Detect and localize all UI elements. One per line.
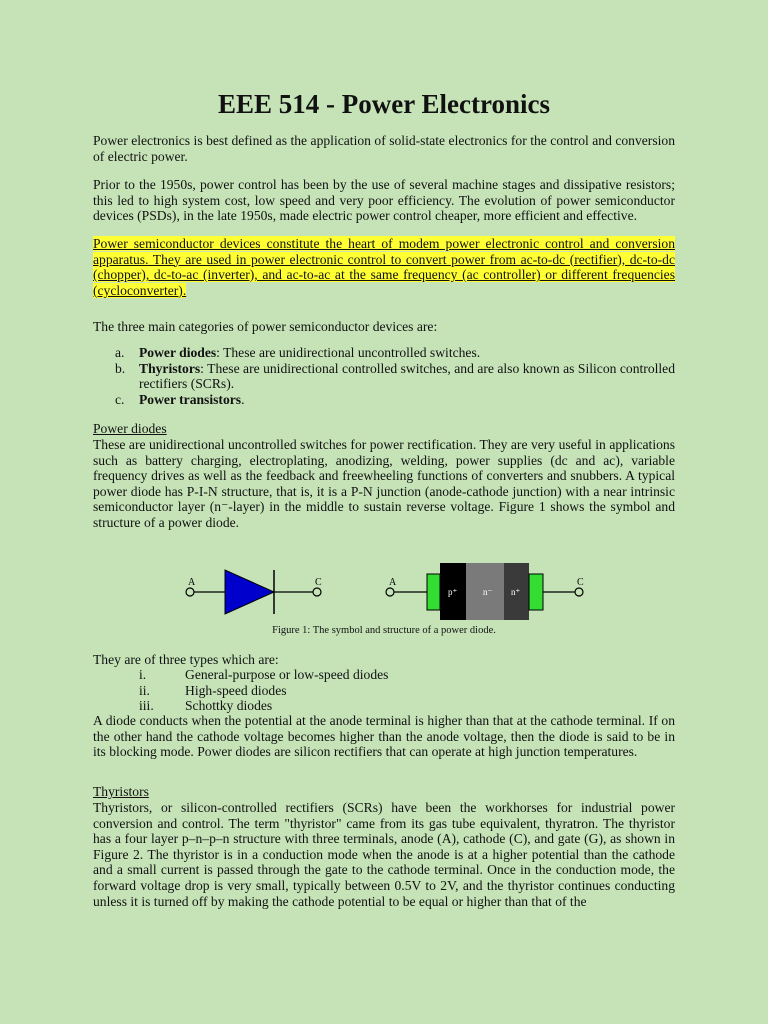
diode-conduction-paragraph: A diode conducts when the potential at the anode terminal is higher than that at the cathode terminal. If on the other hand the cathode voltage becomes higher than the anode voltage, then the diode is said to be in its blocking mode. Power diodes are silicon rectifiers that can operate at high junction temperatures. <box>93 713 675 760</box>
list-item <box>93 667 675 683</box>
list-marker: a. <box>115 345 125 360</box>
section-heading-thyristors <box>93 784 675 800</box>
type-text: High-speed diodes <box>185 682 287 698</box>
figure-caption: Figure 1: The symbol and structure of a power diode. <box>272 625 496 636</box>
p-plus-label: p⁺ <box>448 587 458 597</box>
type-text: Schottky diodes <box>185 698 273 714</box>
n-plus-label: n⁺ <box>511 587 521 597</box>
categories-intro: The three main categories of power semiconductor devices are: <box>93 319 438 334</box>
figure-1 <box>93 560 675 620</box>
category-term: Thyristors <box>139 360 201 376</box>
diode-figure-svg <box>93 560 675 620</box>
list-marker: b. <box>115 360 126 376</box>
symbol-cathode-label: C <box>315 577 322 588</box>
cathode-terminal <box>313 588 321 596</box>
anode-contact <box>427 574 440 610</box>
heading-text: Thyristors <box>93 784 149 799</box>
list-item <box>93 345 675 361</box>
list-item <box>93 683 675 699</box>
struct-anode-terminal <box>386 588 394 596</box>
category-text: . <box>241 391 245 407</box>
list-item <box>93 361 675 392</box>
list-marker: iii. <box>139 698 154 714</box>
diode-symbol <box>186 570 322 614</box>
diode-structure <box>386 563 584 620</box>
category-term: Power diodes <box>139 345 217 360</box>
list-marker: i. <box>139 667 147 682</box>
highlight-text: Power semiconductor devices constitute the heart of modem power electronic control and conversion apparatus. They are used in power electronic control to convert power from ac-to-dc (rectifier), dc-to-dc (chopper), dc-to-ac (inverter), and ac-to-ac at the same frequency (ac controller) or different frequencies (cycloconverter). <box>93 236 675 298</box>
list-marker: c. <box>115 391 125 407</box>
category-term: Power transistors <box>139 391 242 407</box>
n-minus-label: n⁻ <box>483 587 493 597</box>
intro-paragraph-1: Power electronics is best defined as the application of solid-state electronics for the control and conversion of electric power. <box>93 133 675 164</box>
category-text: : These are unidirectional controlled switches, and are also known as Silicon controlled rectifiers (SCRs). <box>139 360 675 392</box>
cathode-contact <box>529 574 543 610</box>
struct-anode-label: A <box>389 577 397 588</box>
categories-list <box>93 345 675 407</box>
struct-cathode-terminal <box>575 588 583 596</box>
types-list <box>93 667 675 714</box>
struct-cathode-label: C <box>577 577 584 588</box>
list-item <box>93 698 675 714</box>
intro-paragraph-2: Prior to the 1950s, power control has been by the use of several machine stages and dissipative resistors; this led to high system cost, low speed and very poor efficiency. The evolution of power semiconductor devices (PSDs), in the late 1950s, made electric power control cheaper, more efficient and effective. <box>93 177 675 224</box>
list-item <box>93 392 675 408</box>
thyristors-paragraph: Thyristors, or silicon-controlled rectifiers (SCRs) have been the workhorses for industrial power conversion and control. The term "thyristor" came from its gas tube equivalent, thyratron. The thyristor has a four layer p–n–p–n structure with three terminals, anode (A), cathode (C), and gate (G), as shown in Figure 2. The thyristor is in a conduction mode when the anode is at a higher potential than the cathode and a small current is passed through the gate to the cathode terminal. Once in the conduction mode, the forward voltage drop is very small, typically between 0.5V to 2V, and the thyristor continues conducting unless it is turned off by making the cathode potential to be equal or higher than that of the <box>93 800 675 909</box>
symbol-anode-label: A <box>188 577 196 588</box>
type-text: General-purpose or low-speed diodes <box>185 667 389 682</box>
page-title: EEE 514 - Power Electronics <box>218 89 550 119</box>
category-text: : These are unidirectional uncontrolled switches. <box>216 345 481 360</box>
diode-triangle <box>225 570 274 614</box>
section-heading-power-diodes <box>93 421 675 437</box>
types-intro: They are of three types which are: <box>93 652 279 667</box>
heading-text: Power diodes <box>93 421 167 436</box>
list-marker: ii. <box>139 682 150 698</box>
highlighted-paragraph <box>93 236 675 298</box>
power-diodes-paragraph: These are unidirectional uncontrolled switches for power rectification. They are very useful in applications such as battery charging, electroplating, anodizing, welding, power supplies (dc and ac), variable frequency drives as well as the feedback and freewheeling functions of converters and snubbers. A typical power diode has P-I-N structure, that is, it is a P-N junction (anode-cathode junction) with a near intrinsic semiconductor layer (n⁻-layer) in the middle to sustain reverse voltage. Figure 1 shows the symbol and structure of a power diode. <box>93 437 675 530</box>
anode-terminal <box>186 588 194 596</box>
